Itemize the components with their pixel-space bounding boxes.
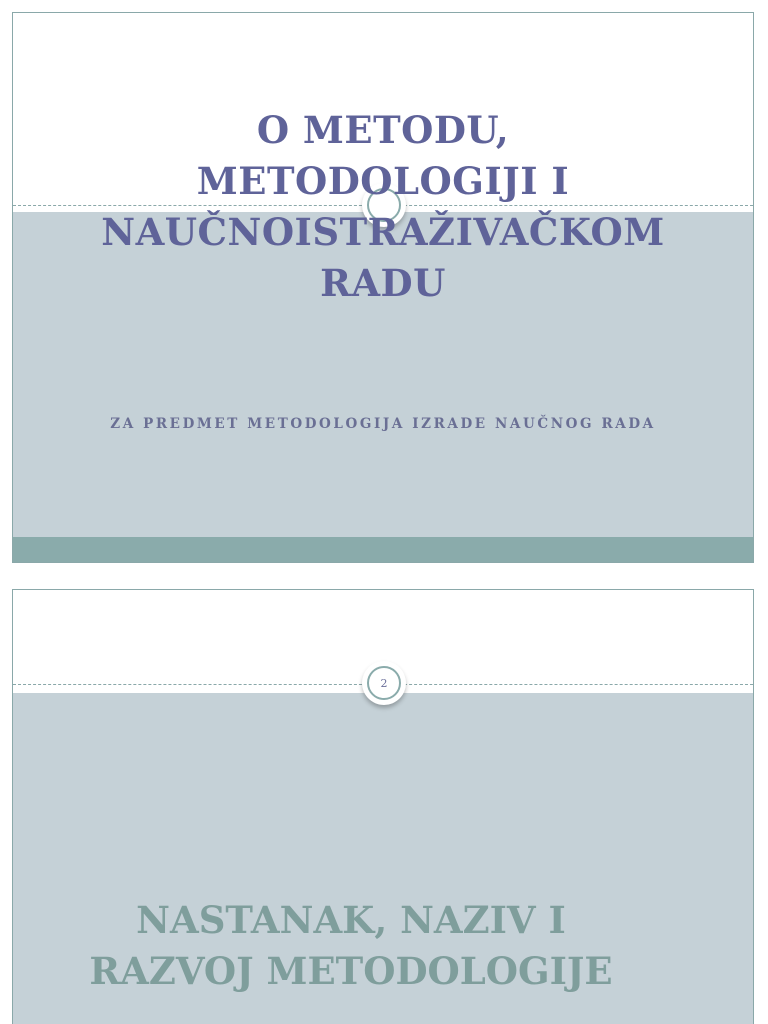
slide-subtitle: ZA PREDMET METODOLOGIJA IZRADE NAUČNOG RADA bbox=[110, 416, 656, 432]
slide-title bbox=[41, 895, 661, 997]
title-line: NASTANAK, NAZIV I bbox=[136, 898, 566, 942]
title-line: METODOLOGIJI I bbox=[196, 159, 570, 203]
slide-title bbox=[13, 105, 753, 309]
slide-2 bbox=[12, 589, 754, 1024]
slide-footer-band bbox=[13, 537, 753, 563]
title-line: RAZVOJ METODOLOGIJE bbox=[89, 949, 613, 993]
title-line: O METODU, bbox=[256, 108, 510, 152]
title-line: NAUČNOISTRAŽIVAČKOM bbox=[101, 210, 665, 254]
slide-number-badge bbox=[362, 661, 406, 705]
title-line: RADU bbox=[320, 261, 446, 305]
slide-1 bbox=[12, 12, 754, 563]
slide-number: 2 bbox=[367, 666, 401, 700]
